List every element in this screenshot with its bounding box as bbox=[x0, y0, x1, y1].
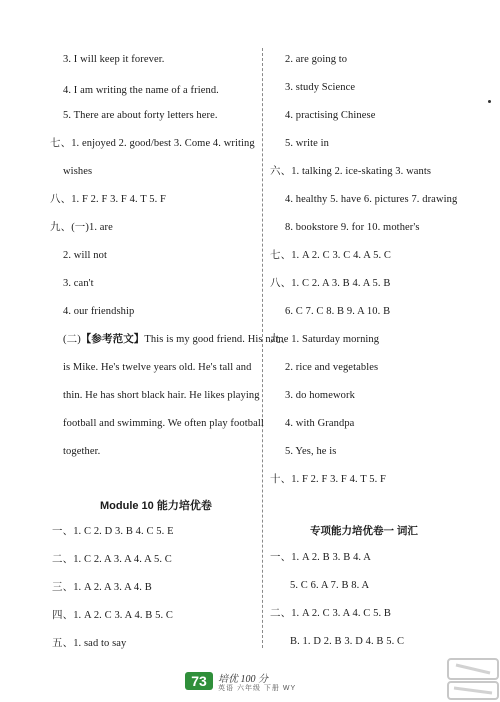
answer-line: 四、1. A 2. C 3. A 4. B 5. C bbox=[52, 610, 174, 621]
answer-line: 4. I am writing the name of a friend. bbox=[63, 85, 219, 96]
book-subtitle: 英语 六年级 下册 WY bbox=[218, 685, 297, 692]
essay-text: This is my good friend. His name bbox=[144, 334, 289, 345]
answer-line: 一、1. A 2. B 3. B 4. A bbox=[270, 552, 371, 563]
answer-line: 3. study Science bbox=[285, 82, 356, 93]
page-footer bbox=[0, 668, 500, 698]
answer-line: 三、1. A 2. A 3. A 4. B bbox=[52, 582, 152, 593]
essay-line: is Mike. He's twelve years old. He's tall and bbox=[63, 362, 252, 373]
answer-line: 6. C 7. C 8. B 9. A 10. B bbox=[285, 306, 391, 317]
answer-line: 二、1. A 2. C 3. A 4. C 5. B bbox=[270, 608, 392, 619]
answer-line: 3. can't bbox=[63, 278, 94, 289]
answer-line: B. 1. D 2. B 3. D 4. B 5. C bbox=[290, 636, 405, 647]
page-number: 73 bbox=[185, 672, 213, 690]
answer-line: 九、(一)1. are bbox=[50, 222, 113, 233]
essay-line: thin. He has short black hair. He likes playing bbox=[63, 390, 260, 401]
essay-tag: 【参考范文】 bbox=[80, 334, 145, 345]
module-title: Module 10 能力培优卷 bbox=[100, 500, 212, 512]
answer-line: 八、1. C 2. A 3. B 4. A 5. B bbox=[270, 278, 391, 289]
brand-name: 培优 100 分 bbox=[218, 674, 268, 685]
answer-line: 4. healthy 5. have 6. pictures 7. drawing bbox=[285, 194, 458, 205]
answer-line: 5. There are about forty letters here. bbox=[63, 110, 218, 121]
answer-line: 3. do homework bbox=[285, 390, 355, 401]
answer-line: 2. will not bbox=[63, 250, 107, 261]
answer-line: 六、1. talking 2. ice-skating 3. wants bbox=[270, 166, 432, 177]
answer-line: 八、1. F 2. F 3. F 4. T 5. F bbox=[50, 194, 166, 205]
answer-line: 十、1. F 2. F 3. F 4. T 5. F bbox=[270, 474, 386, 485]
essay-line bbox=[63, 333, 288, 346]
essay-prefix: (二) bbox=[63, 334, 81, 345]
answer-line: 七、1. A 2. C 3. C 4. A 5. C bbox=[270, 250, 392, 261]
watermark-logo-icon bbox=[446, 655, 500, 702]
answer-line: 2. rice and vegetables bbox=[285, 362, 379, 373]
answer-line: 3. I will keep it forever. bbox=[63, 54, 165, 65]
answer-line: 九、1. Saturday morning bbox=[270, 334, 380, 345]
section-title: 专项能力培优卷一 词汇 bbox=[310, 525, 418, 537]
answer-line: 4. our friendship bbox=[63, 306, 135, 317]
answer-line: 五、1. sad to say bbox=[52, 638, 127, 649]
margin-dot bbox=[488, 100, 491, 103]
answer-line: 4. with Grandpa bbox=[285, 418, 355, 429]
essay-line: together. bbox=[63, 446, 101, 457]
answer-line: wishes bbox=[63, 166, 93, 177]
answer-line: 二、1. C 2. A 3. A 4. A 5. C bbox=[52, 554, 172, 565]
answer-line: 5. write in bbox=[285, 138, 329, 149]
answer-line: 5. C 6. A 7. B 8. A bbox=[290, 580, 370, 591]
answer-line: 七、1. enjoyed 2. good/best 3. Come 4. writing bbox=[50, 138, 255, 149]
answer-line: 一、1. C 2. D 3. B 4. C 5. E bbox=[52, 526, 174, 537]
answer-line: 2. are going to bbox=[285, 54, 348, 65]
essay-line: football and swimming. We often play football bbox=[63, 418, 264, 429]
answer-line: 5. Yes, he is bbox=[285, 446, 337, 457]
answer-line: 4. practising Chinese bbox=[285, 110, 376, 121]
answer-line: 8. bookstore 9. for 10. mother's bbox=[285, 222, 420, 233]
column-divider bbox=[262, 48, 263, 648]
